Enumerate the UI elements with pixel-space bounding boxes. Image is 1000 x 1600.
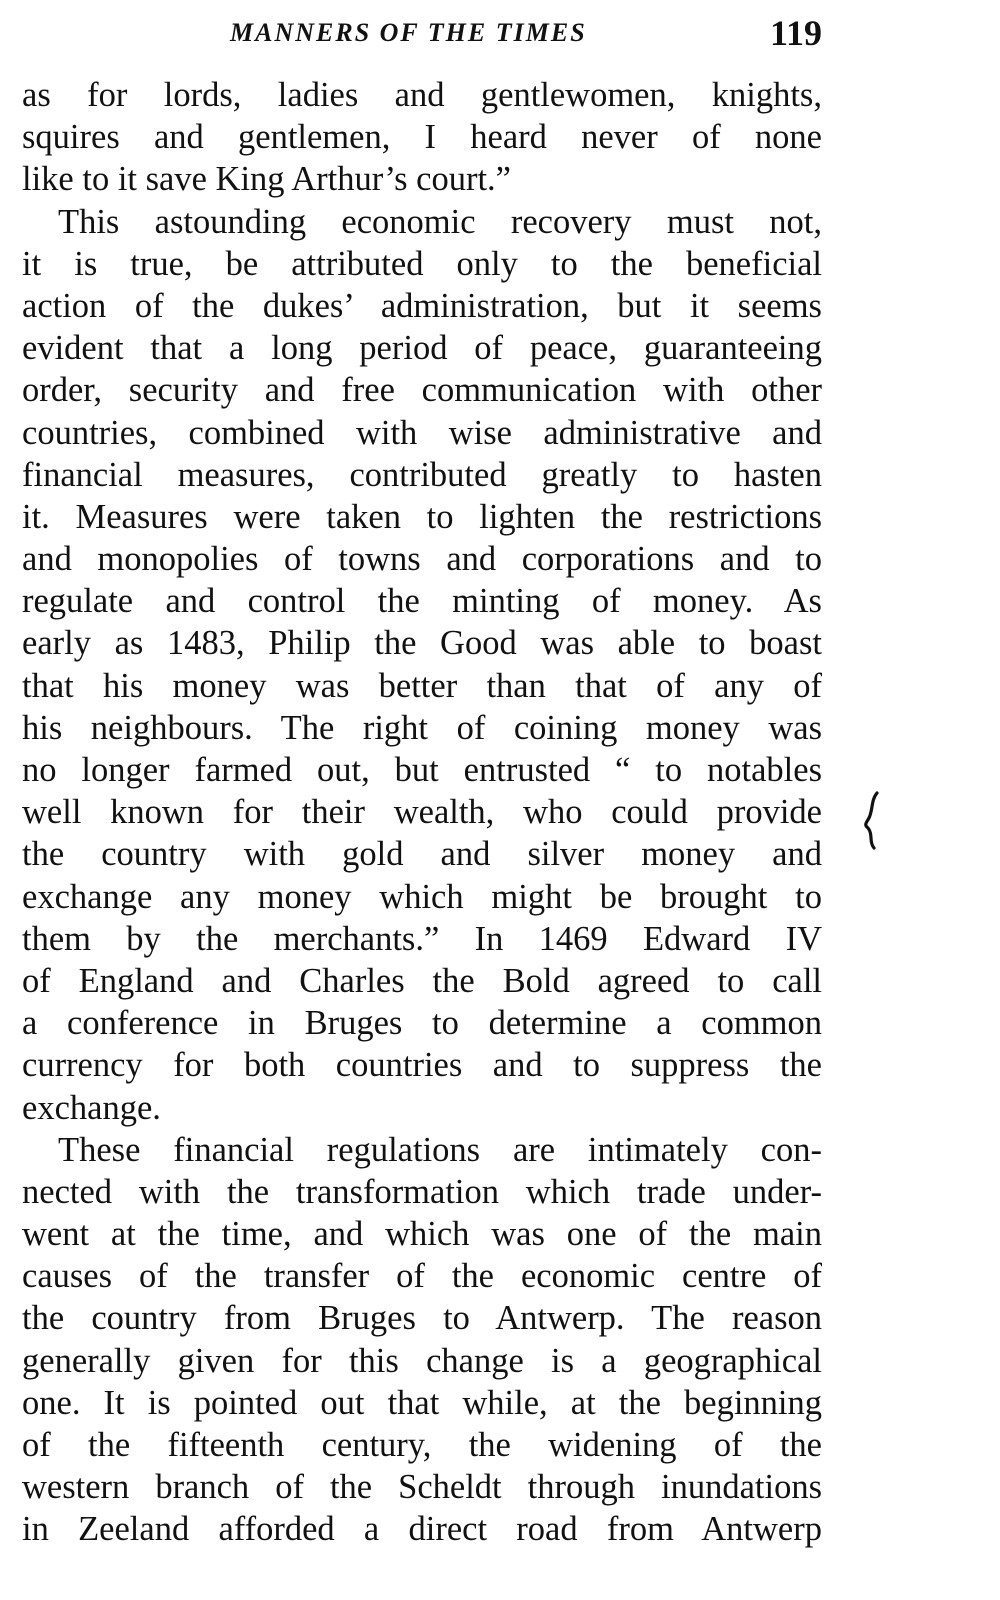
text-line: evident that a long period of peace, guaranteeing [22,329,822,368]
text-line: of the fifteenth century, the widening of the [22,1426,822,1464]
paragraph-3 [22,1129,822,1551]
text-line: causes of the transfer of the economic centre of [22,1257,822,1296]
text-line: one. It is pointed out that while, at the beginning [22,1383,822,1422]
text-line: well known for their wealth, who could provide [22,793,822,832]
text-line: his neighbours. The right of coining money was [22,708,822,747]
text-line: as for lords, ladies and gentlewomen, knights, [22,76,822,114]
text-line: no longer farmed out, but entrusted “ to notables [22,751,822,789]
paragraph-1 [22,74,822,201]
text-line: a conference in Bruges to determine a common [22,1004,822,1043]
body-text [22,74,822,1551]
text-line: the country with gold and silver money and [22,835,822,874]
running-head [22,14,822,58]
text-line: order, security and free communication with other [22,371,822,410]
text-line: it. Measures were taken to lighten the restrictions [22,497,822,536]
text-line: exchange. [22,1088,161,1127]
text-line: the country from Bruges to Antwerp. The reason [22,1299,822,1338]
text-line: squires and gentlemen, I heard never of none [22,118,822,157]
text-line: currency for both countries and to suppress the [22,1046,822,1085]
text-line: financial measures, contributed greatly to hasten [22,455,822,494]
text-line: like to it save King Arthur’s court.” [22,160,511,199]
text-line: generally given for this change is a geographical [22,1341,822,1380]
paragraph-2 [22,201,822,1129]
text-line: countries, combined with wise administrative and [22,413,822,452]
text-line: early as 1483, Philip the Good was able to boast [22,624,822,663]
text-line: them by the merchants.” In 1469 Edward IV [22,919,822,958]
text-line: nected with the transformation which trade under- [22,1172,822,1211]
text-line: that his money was better than that of any of [22,666,822,705]
text-line: regulate and control the minting of money. As [22,582,822,621]
text-line: it is true, be attributed only to the beneficial [22,244,822,283]
text-line: action of the dukes’ administration, but it seems [22,286,822,325]
text-line: in Zeeland afforded a direct road from Antwerp [22,1510,822,1549]
text-line: This astounding economic recovery must not, [58,202,822,241]
page-number: 119 [769,13,822,53]
running-title: MANNERS OF THE TIMES [230,18,587,47]
text-line: and monopolies of towns and corporations and to [22,540,822,579]
text-line: of England and Charles the Bold agreed to call [22,961,822,1000]
text-line: exchange any money which might be brought to [22,877,822,916]
margin-bracket-mark [860,790,884,850]
text-line: western branch of the Scheldt through inundations [22,1468,822,1507]
text-line: went at the time, and which was one of the main [22,1215,822,1254]
text-line: These financial regulations are intimately con- [58,1130,822,1169]
